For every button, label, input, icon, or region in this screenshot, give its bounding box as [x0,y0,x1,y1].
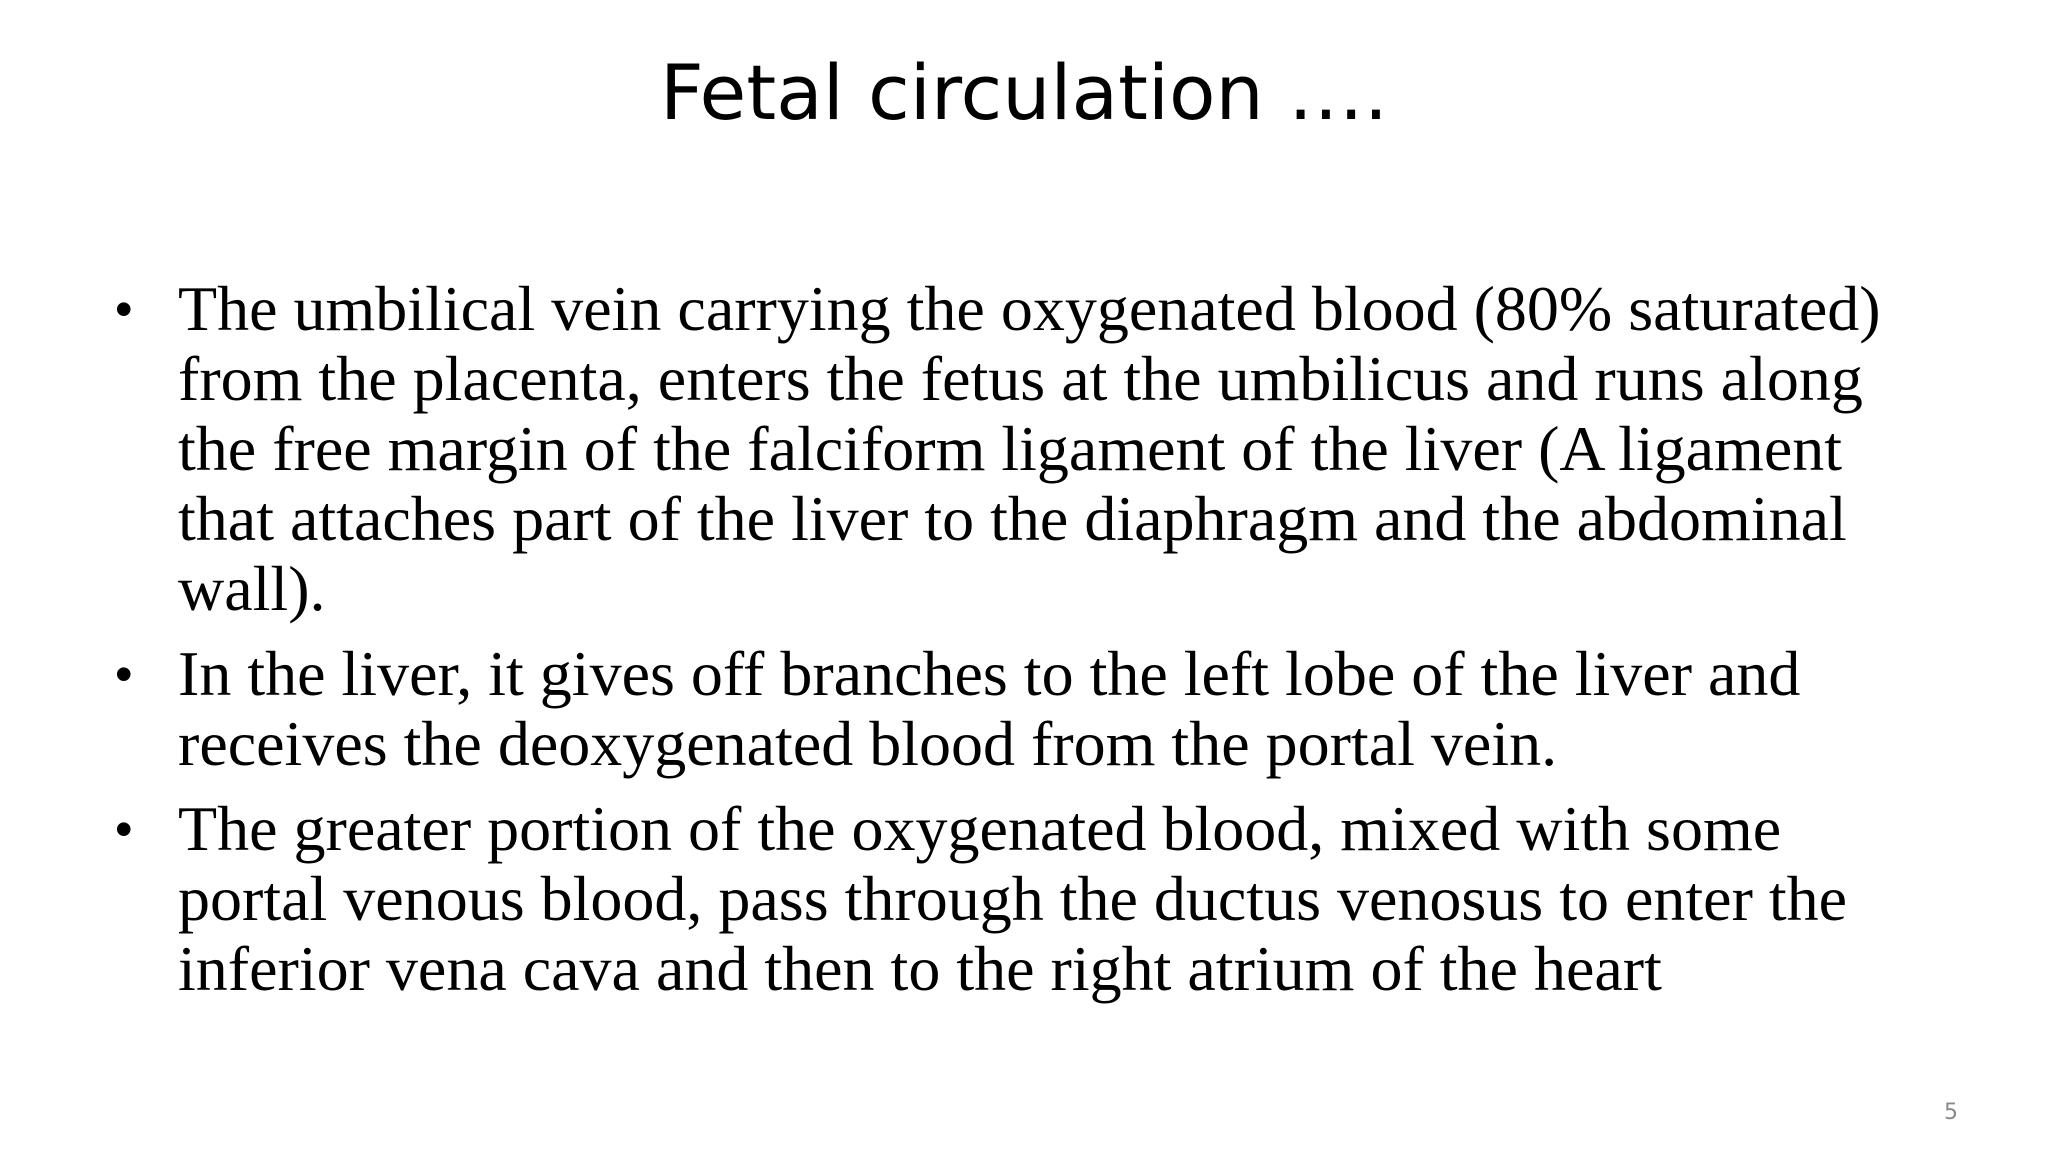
bullet-item [115,794,1935,1004]
bullet-icon: • [115,646,133,702]
bullet-list [115,274,1935,1019]
bullet-item [115,639,1935,779]
bullet-icon: • [115,281,133,337]
page-number: 5 [1944,1100,1958,1125]
slide-title: Fetal circulation …. [660,48,1388,137]
bullet-text: In the liver, it gives off branches to the left lobe of the liver and receives the deoxygenated blood from the portal vein. [178,638,1801,779]
bullet-item [115,274,1935,624]
bullet-text: The umbilical vein carrying the oxygenated blood (80% saturated) from the placenta, enters the fetus at the umbilicus and runs along the free margin of the falciform ligament of the liver (A ligament that attaches part of the liver to the diaphragm and the abdominal wall). [178,273,1881,624]
bullet-text: The greater portion of the oxygenated blood, mixed with some portal venous blood, pass through the ductus venosus to enter the inferior vena cava and then to the right atrium of the heart [178,793,1848,1004]
bullet-icon: • [115,801,133,857]
